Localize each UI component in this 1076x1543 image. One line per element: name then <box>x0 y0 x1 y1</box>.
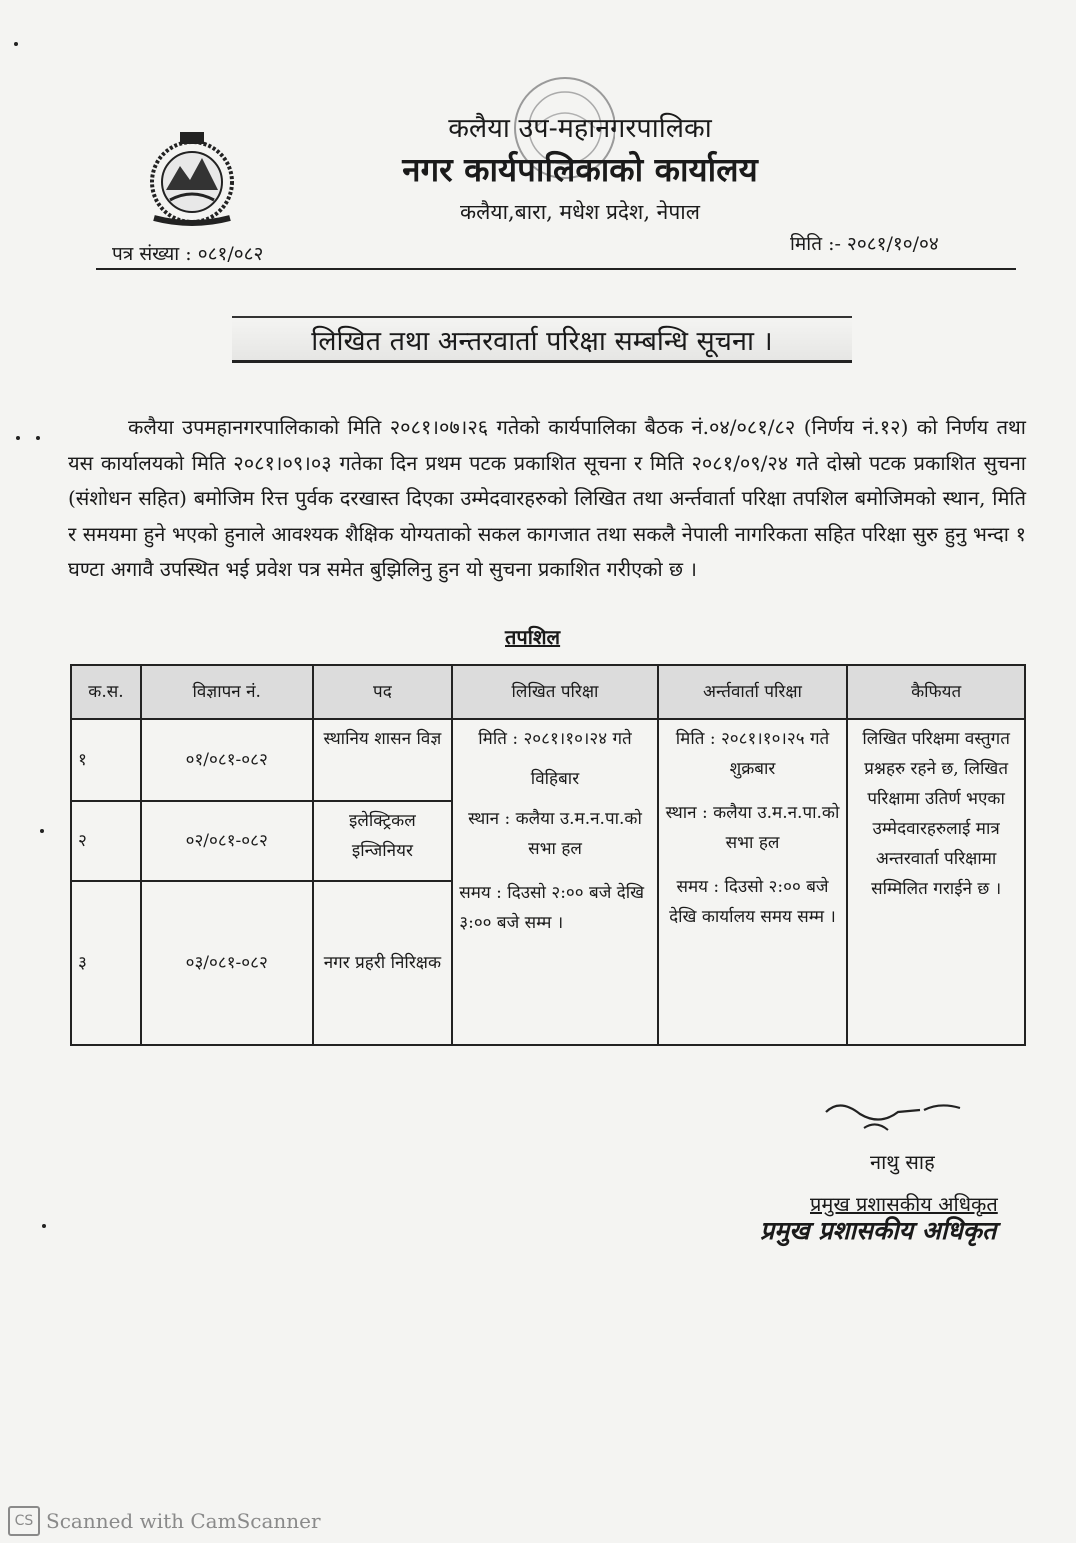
col-header-written-exam: लिखित परिक्षा <box>452 665 657 719</box>
nepal-emblem-icon <box>140 128 244 228</box>
letter-date: मिति :- २०८१/१०/०४ <box>790 233 939 255</box>
notice-title: लिखित तथा अन्तरवार्ता परिक्षा सम्बन्धि सूचना । <box>232 316 852 363</box>
interview-venue: स्थान : कलैया उ.म.न.पा.को सभा हल <box>665 803 840 853</box>
designation-stamp: प्रमुख प्रशासकीय अधिकृत <box>760 1216 997 1245</box>
row-sn: १ <box>71 719 141 801</box>
col-header-ad-no: विज्ञापन नं. <box>141 665 313 719</box>
scan-speck <box>16 436 20 440</box>
interview-time: समय : दिउसो २:०० बजे देखि कार्यालय समय सम्म । <box>669 877 836 927</box>
signatory-designation: प्रमुख प्रशासकीय अधिकृत <box>810 1192 998 1216</box>
col-header-sn: क.स. <box>71 665 141 719</box>
handwritten-signature <box>820 1092 980 1142</box>
col-header-remarks: कैफियत <box>847 665 1025 719</box>
row-sn: २ <box>71 801 141 881</box>
col-header-interview: अर्न्तवार्ता परिक्षा <box>658 665 848 719</box>
row-sn: ३ <box>71 881 141 1045</box>
row-ad-no: ०२/०८१-०८२ <box>141 801 313 881</box>
written-exam-cell <box>452 719 657 1045</box>
table-row <box>71 719 1025 801</box>
row-post: इलेक्ट्रिकल इन्जिनियर <box>313 801 453 881</box>
row-ad-no: ०१/०८१-०८२ <box>141 719 313 801</box>
scan-speck <box>40 829 44 833</box>
camscanner-logo-icon: CS <box>8 1506 40 1536</box>
municipality-name: कलैया उप-महानगरपालिका <box>448 113 712 144</box>
scanner-watermark <box>8 1506 321 1536</box>
row-post: नगर प्रहरी निरिक्षक <box>313 881 453 1045</box>
col-header-post: पद <box>313 665 453 719</box>
written-exam-date: मिति : २०८१।१०।२४ गते <box>478 729 632 749</box>
signatory-name: नाथु साह <box>870 1150 935 1174</box>
office-name: नगर कार्यपालिकाको कार्यालय <box>402 150 758 189</box>
written-exam-venue: स्थान : कलैया उ.म.न.पा.को सभा हल <box>468 809 642 859</box>
written-exam-day: विहिबार <box>530 769 580 789</box>
scan-speck <box>36 436 40 440</box>
table-header-row <box>71 665 1025 719</box>
scan-speck <box>14 42 18 46</box>
written-exam-time: समय : दिउसो २:०० बजे देखि ३:०० बजे सम्म । <box>459 883 645 933</box>
table-heading: तपशिल <box>505 625 561 649</box>
header-divider <box>96 268 1016 270</box>
schedule-table <box>70 664 1026 1046</box>
scan-speck <box>42 1224 46 1228</box>
watermark-text: Scanned with CamScanner <box>46 1509 321 1533</box>
remarks-cell: लिखित परिक्षमा वस्तुगत प्रश्नहरु रहने छ, लिखित परिक्षामा उतिर्ण भएका उम्मेदवारहरुलाई मात्र अन्तरवार्ता परिक्षामा सम्मिलित गराईने छ । <box>847 719 1025 1045</box>
notice-body: कलैया उपमहानगरपालिकाको मिति २०८१।०७।२६ गतेको कार्यपालिका बैठक नं.०४/०८१/८२ (निर्णय नं.१२) को निर्णय तथा यस कार्यालयको मिति २०८१।०९।०३ गतेका दिन प्रथम पटक प्रकाशित सूचना र मिति २०८१/०९/२४ गते दोस्रो पटक प्रकाशित सुचना (संशोधन सहित) बमोजिम रित्त पुर्वक दरखास्त दिएका उम्मेदवारहरुको लिखित तथा अर्न्तवार्ता परिक्षा तपशिल बमोजिमको स्थान, मिति र समयमा हुने भएको हुनाले आवश्यक शैक्षिक योग्यताको सकल कागजात तथा सकलै नेपाली नागरिकता सहित परिक्षा सुरु हुनु भन्दा १ घण्टा अगावै उपस्थित भई प्रवेश पत्र समेत बुझिलिनु हुन यो सुचना प्रकाशित गरीएको छ । <box>68 415 1026 581</box>
row-post: स्थानिय शासन विज्ञ <box>313 719 453 801</box>
interview-cell <box>658 719 848 1045</box>
row-ad-no: ०३/०८१-०८२ <box>141 881 313 1045</box>
reference-number: पत्र संख्या : ०८१/०८२ <box>112 243 264 265</box>
interview-date: मिति : २०८१।१०।२५ गते शुक्रबार <box>675 729 830 779</box>
office-address: कलैया,बारा, मधेश प्रदेश, नेपाल <box>460 200 700 224</box>
